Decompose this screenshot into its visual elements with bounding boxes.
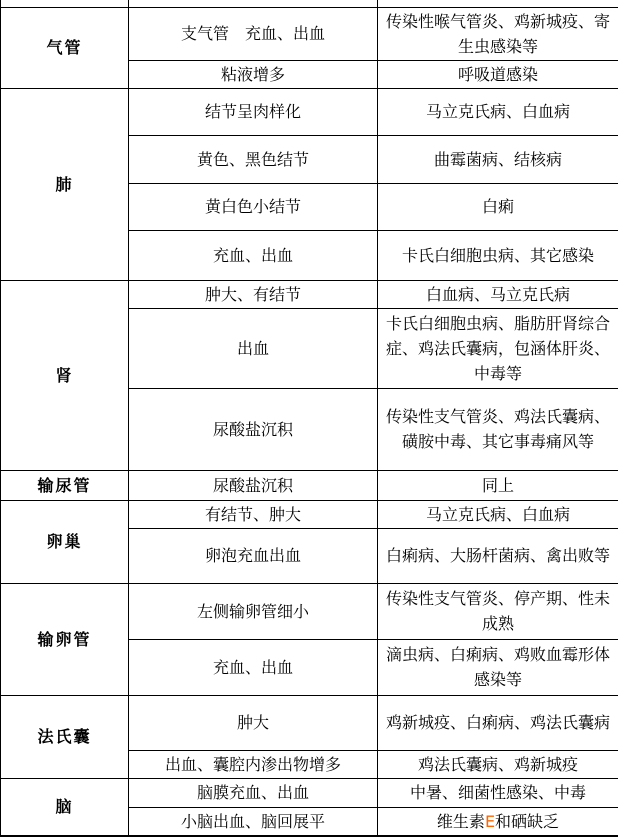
symptom-cell: 肿大、有结节 [129,280,378,308]
table-row [1,280,618,308]
symptom-cell: 有结节、肿大 [129,500,378,528]
symptom-cell: 黄白色小结节 [129,183,378,230]
organ-cell-lung: 肺 [1,88,129,280]
organ-cell-trachea: 气管 [1,7,129,88]
symptom-cell: 肿大 [129,695,378,750]
symptom-cell: 左侧输卵管细小 [129,583,378,639]
symptom-cell: 黄色、黑色结节 [129,135,378,183]
disease-cell: 鸡法氏囊病、鸡新城疫 [378,750,618,778]
disease-cell: 传染性喉气管炎、鸡新城疫、寄生虫感染等 [378,7,618,60]
table-row [1,470,618,500]
disease-text: 和硒缺乏 [495,812,559,831]
organ-cell-ureter: 输尿管 [1,470,129,500]
table-row [1,500,618,528]
symptom-cell: 尿酸盐沉积 [129,388,378,470]
disease-cell: 呼吸道感染 [378,60,618,88]
symptom-cell: 尿酸盐沉积 [129,470,378,500]
empty-cell [129,0,378,7]
disease-cell: 白血病、马立克氏病 [378,280,618,308]
symptom-cell: 卵泡充血出血 [129,528,378,583]
disease-cell: 白痢病、大肠杆菌病、禽出败等 [378,528,618,583]
vitamin-e-highlight: E [485,812,495,831]
table-row [1,583,618,639]
disease-cell: 传染性支气管炎、停产期、性未成熟 [378,583,618,639]
organ-cell-kidney: 肾 [1,280,129,470]
disease-cell: 马立克氏病、白血病 [378,88,618,135]
symptom-cell: 支气管 充血、出血 [129,7,378,60]
disease-cell: 曲霉菌病、结核病 [378,135,618,183]
symptom-cell: 脑膜充血、出血 [129,778,378,807]
disease-cell [378,807,618,836]
disease-cell: 卡氏白细胞虫病、脂肪肝肾综合症、鸡法氏囊病，包涵体肝炎、中毒等 [378,308,618,388]
empty-cell [378,0,618,7]
disease-cell: 滴虫病、白痢病、鸡败血霉形体感染等 [378,639,618,695]
disease-cell: 马立克氏病、白血病 [378,500,618,528]
symptom-cell: 充血、出血 [129,230,378,280]
disease-cell: 白痢 [378,183,618,230]
symptom-cell: 结节呈肉样化 [129,88,378,135]
symptom-cell: 出血、囊腔内渗出物增多 [129,750,378,778]
symptom-cell: 小脑出血、脑回展平 [129,807,378,836]
disease-cell: 同上 [378,470,618,500]
disease-cell: 卡氏白细胞虫病、其它感染 [378,230,618,280]
table-row-partial [1,0,618,7]
table-row [1,88,618,135]
symptom-cell: 粘液增多 [129,60,378,88]
organ-cell-brain: 脑 [1,778,129,836]
table-row [1,778,618,807]
empty-cell [1,0,129,7]
table-row [1,695,618,750]
table-row [1,7,618,60]
symptom-cell: 出血 [129,308,378,388]
disease-cell: 鸡新城疫、白痢病、鸡法氏囊病 [378,695,618,750]
symptom-cell: 充血、出血 [129,639,378,695]
disease-cell: 中暑、细菌性感染、中毒 [378,778,618,807]
disease-text: 维生素 [437,812,485,831]
organ-cell-ovary: 卵巢 [1,500,129,583]
organ-cell-bursa: 法氏囊 [1,695,129,778]
organ-cell-oviduct: 输卵管 [1,583,129,695]
disease-cell: 传染性支气管炎、鸡法氏囊病、磺胺中毒、其它事毒痛风等 [378,388,618,470]
